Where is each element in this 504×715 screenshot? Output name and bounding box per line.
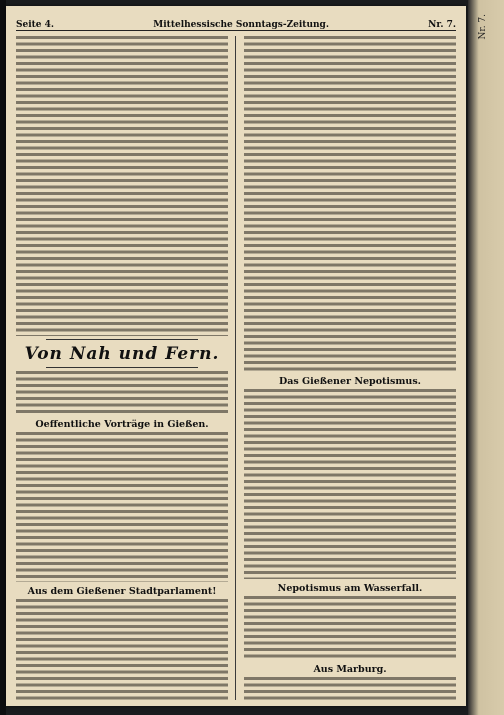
- right-column: [244, 36, 456, 700]
- section-heading: Von Nah und Fern.: [24, 344, 220, 364]
- edge-label: Nr. 7.: [478, 14, 488, 40]
- issue-number: Nr. 7.: [428, 20, 456, 30]
- body-text: [16, 432, 228, 582]
- divider: [46, 367, 198, 368]
- subheading: Oeffentliche Vorträge in Gießen.: [35, 419, 209, 430]
- page-number: Seite 4.: [16, 20, 55, 30]
- subheading: Aus dem Gießener Stadtparlament!: [27, 586, 217, 597]
- body-text: [16, 36, 228, 336]
- body-text: [244, 596, 456, 660]
- body-text: [16, 599, 228, 700]
- subheading: Aus Marburg.: [313, 664, 387, 675]
- newspaper-page: [6, 6, 466, 706]
- subheading: Das Gießener Nepotismus.: [278, 376, 421, 387]
- adjacent-page-edge: [468, 0, 504, 715]
- divider: [46, 339, 198, 340]
- body-text: [16, 371, 228, 415]
- page-header: [16, 14, 456, 31]
- left-column: [16, 36, 228, 700]
- body-text: [244, 677, 456, 700]
- subheading: Nepotismus am Wasserfall.: [277, 583, 423, 594]
- body-text: [244, 36, 456, 372]
- newspaper-title: Mittelhessische Sonntags-Zeitung.: [153, 20, 329, 30]
- body-text: [244, 389, 456, 579]
- column-rule: [235, 36, 236, 700]
